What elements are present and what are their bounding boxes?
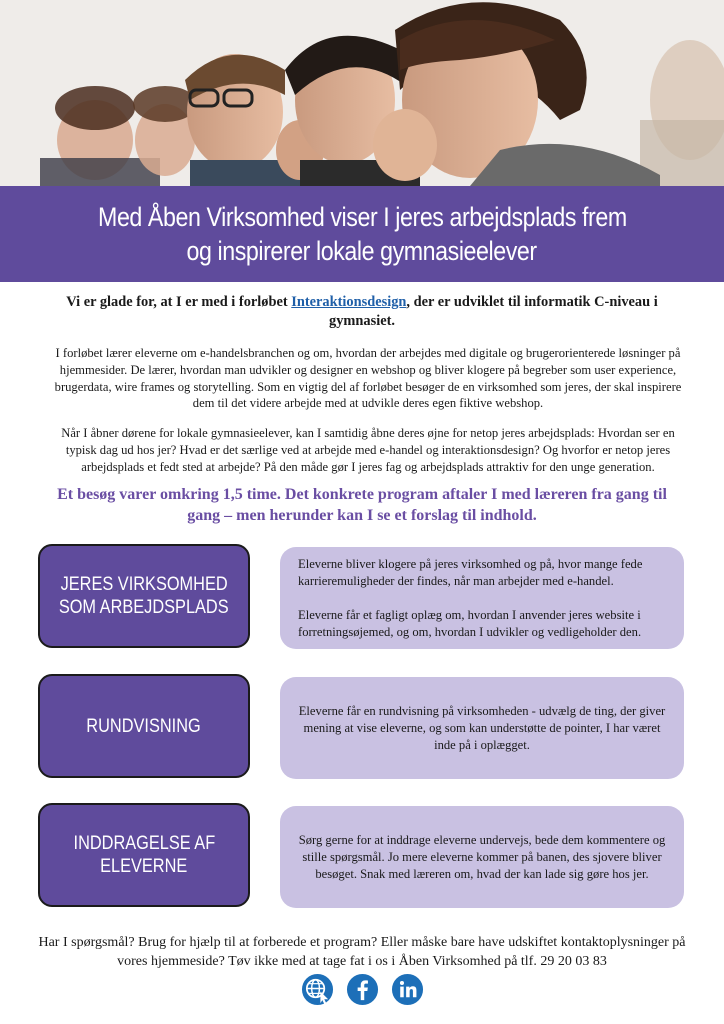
intro-paragraph-1: I forløbet lærer eleverne om e-handelsbranchen og om, hvordan der arbejdes med digitale og brugerorienterede løsninger på hjemmesider. De lærer, hvordan man udvikler og designer en webshop og bliver klogere på begreber som user experience, brugerdata, wire frames og storytelling. Som en vigtig del af forløbet besøger de en virksomhed som jeres, der skal inspirere dem til det videre arbejde med at udvikle deres egen fiktive webshop. [54, 346, 682, 411]
program-description [280, 547, 684, 649]
program-label-line1: JERES VIRKSOMHED [60, 574, 228, 595]
intro-heading-after: , der er udviklet til informatik C-niveau i gymnasiet. [329, 294, 658, 329]
title-banner [0, 186, 724, 282]
intro-heading-before: Vi er glade for, at I er med i forløbet [66, 294, 292, 310]
program-text-1: Sørg gerne for at inddrage eleverne undervejs, bede dem kommentere og stille spørgsmål. Jo mere eleverne kommer på banen, des sjovere bliver besøget. Snak med læreren om, hvad der kan lade sig gøre hos jer. [298, 832, 666, 881]
program-label-line1: INDDRAGELSE AF [73, 833, 215, 854]
social-icons [0, 973, 724, 1007]
intro-paragraph-2: Når I åbner dørene for lokale gymnasieelever, kan I samtidig åbne deres øjne for netop jeres arbejdsplads: Hvordan ser en typisk dag ud hos jer? Hvad er det særlige ved at arbejde med e-handel og interaktionsdesign? Og hvorfor er netop jeres arbejdsplads et fedt sted at arbejde? På den måde gør I jeres fag og arbejdsplads attraktiv for den unge generation. [61, 426, 675, 474]
program-label [38, 544, 250, 648]
program-description [280, 806, 684, 908]
intro-heading [40, 293, 684, 331]
program-label [38, 803, 250, 907]
linkedin-icon[interactable] [391, 973, 424, 1006]
page-title-line1: Med Åben Virksomhed viser I jeres arbejdsplads frem [97, 202, 627, 232]
contact-footer-text: Har I spørgsmål? Brug for hjælp til at forberede et program? Eller måske bare have udskiftet kontaktoplysninger på vores hjemmeside? Tøv ikke med at tage fat i os i Åben Virksomhed på tlf. 29 20 03 83 [38, 935, 686, 969]
interaktionsdesign-link[interactable]: Interaktionsdesign [291, 294, 407, 310]
visit-lead-text: Et besøg varer omkring 1,5 time. Det konkrete program aftaler I med læreren fra gang til gang – men herunder kan I se et forslag til indhold. [57, 486, 667, 524]
program-label [38, 674, 250, 778]
program-text-1: Eleverne bliver klogere på jeres virksomhed og på, hvor mange fede karrieremuligheder der findes, når man arbejder med e-handel. [298, 556, 643, 588]
program-label-line2: ELEVERNE [100, 856, 188, 877]
page-title-line2: og inspirerer lokale gymnasieelever [186, 236, 538, 266]
students-illustration [0, 0, 724, 186]
program-description [280, 677, 684, 779]
facebook-icon[interactable] [346, 973, 379, 1006]
program-text-1: Eleverne får en rundvisning på virksomheden - udvælg de ting, der giver mening at vise eleverne, og som kan understøtte de pointer, I har været inde på i oplægget. [298, 703, 666, 752]
program-text-2: Eleverne får et fagligt oplæg om, hvordan I anvender jeres website i forretningsøjemed, og om, hvordan I udvikler og vedligeholder den. [298, 607, 642, 639]
program-label-line1: RUNDVISNING [86, 715, 202, 737]
program-label-line2: SOM ARBEJDSPLADS [59, 597, 229, 618]
header-photo [0, 0, 724, 186]
globe-icon[interactable] [301, 973, 334, 1006]
